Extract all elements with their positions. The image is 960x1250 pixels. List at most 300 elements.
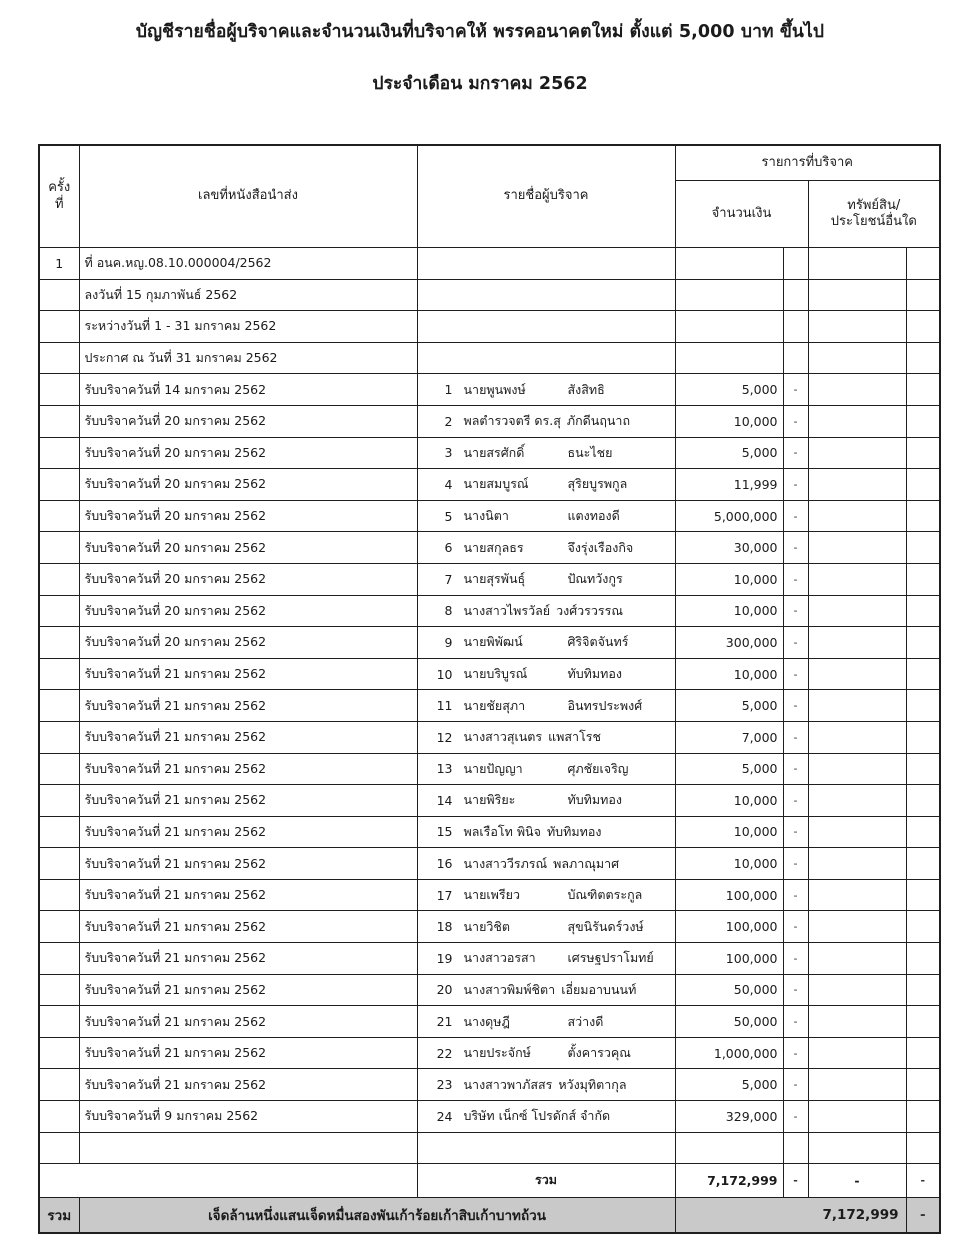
table-row (39, 469, 940, 501)
cell-round (39, 627, 79, 659)
donor-first-name: นายสกุลธร (463, 539, 524, 555)
cell-round (39, 595, 79, 627)
cell-asset-sub (906, 1006, 940, 1038)
cell-donor-name (417, 500, 675, 532)
donor-index: 10 (436, 666, 453, 682)
cell-round (39, 690, 79, 722)
cell-asset-sub (906, 911, 940, 943)
cell-asset (808, 627, 906, 659)
cell-round (39, 879, 79, 911)
donor-first-name: พลเรือโท พินิจ (463, 823, 541, 839)
cell-donation-date: รับบริจาควันที่ 21 มกราคม 2562 (79, 816, 417, 848)
table-row (39, 1006, 940, 1038)
cell-donor-name (417, 911, 675, 943)
cell-asset-sub (906, 1069, 940, 1101)
table-row (39, 848, 940, 880)
table-row-grand-total (39, 1197, 940, 1233)
donor-index: 1 (444, 382, 453, 398)
donor-first-name: นายบริบูรณ์ (463, 666, 528, 682)
cell-donor-name (417, 595, 675, 627)
cell-donation-date: รับบริจาควันที่ 20 มกราคม 2562 (79, 405, 417, 437)
th-doc-number: เลขที่หนังสือนำส่ง (79, 145, 417, 248)
cell-donation-date: รับบริจาควันที่ 20 มกราคม 2562 (79, 563, 417, 595)
cell-donor-name (417, 1006, 675, 1038)
th-assets-line1: ทรัพย์สิน/ (847, 197, 901, 213)
cell-donor-name (417, 943, 675, 975)
table-row (39, 532, 940, 564)
table-row (39, 1037, 940, 1069)
table-row (39, 974, 940, 1006)
cell-amount-sub: - (783, 500, 808, 532)
cell-asset (808, 816, 906, 848)
cell-asset-sub (906, 658, 940, 690)
donor-first-name: นายวิชิต (463, 918, 511, 934)
cell-amount-sub: - (783, 563, 808, 595)
donor-first-name: บริษัท เน็กซ์ โปรดักส์ จำกัด (463, 1108, 611, 1124)
cell-asset-sub (906, 500, 940, 532)
donor-first-name: นางสาวสุเนตร (463, 729, 543, 745)
cell-amount: 100,000 (675, 911, 783, 943)
cell-amount: 30,000 (675, 532, 783, 564)
th-donor-name: รายชื่อผู้บริจาค (417, 145, 675, 248)
cell-asset-sub (906, 753, 940, 785)
donor-index: 22 (436, 1045, 453, 1061)
cell-donation-date: รับบริจาควันที่ 20 มกราคม 2562 (79, 595, 417, 627)
cell-amount-sub: - (783, 816, 808, 848)
cell-asset (808, 563, 906, 595)
cell-donor-name (417, 1101, 675, 1133)
cell-asset-sub (906, 690, 940, 722)
donor-index: 13 (436, 761, 453, 777)
cell-donor-name (417, 532, 675, 564)
cell-amount: 100,000 (675, 943, 783, 975)
cell-amount: 100,000 (675, 879, 783, 911)
cell-asset (808, 248, 906, 280)
subtotal-amount: 7,172,999 (675, 1163, 783, 1197)
cell-amount: 10,000 (675, 595, 783, 627)
cell-amount: 10,000 (675, 563, 783, 595)
cell-asset (808, 500, 906, 532)
donor-first-name: นายสุรพันธุ์ (463, 571, 526, 587)
table-row (39, 785, 940, 817)
cell-amount: 5,000 (675, 1069, 783, 1101)
cell-round (39, 500, 79, 532)
cell-round (39, 1037, 79, 1069)
cell-amount: 5,000 (675, 753, 783, 785)
table-row (39, 374, 940, 406)
cell-round (39, 374, 79, 406)
cell-subtotal-blank (39, 1163, 417, 1197)
donor-last-name: ทับทิมทอง (567, 792, 623, 808)
cell-asset (808, 532, 906, 564)
donor-last-name: ตั้งคารวคุณ (567, 1045, 631, 1061)
table-row (39, 690, 940, 722)
donor-first-name: นางสาวพาภัสสร (463, 1076, 553, 1092)
cell-asset (808, 690, 906, 722)
cell-asset (808, 658, 906, 690)
cell-asset-sub (906, 974, 940, 1006)
cell-asset (808, 1006, 906, 1038)
cell-donor-name (417, 1069, 675, 1101)
th-amount: จำนวนเงิน (675, 181, 808, 248)
cell-doc-number: ลงวันที่ 15 กุมภาพันธ์ 2562 (79, 279, 417, 311)
cell-asset (808, 595, 906, 627)
cell-donor-name (417, 753, 675, 785)
donor-first-name: นายพิพัฒน์ (463, 634, 523, 650)
cell-amount-sub: - (783, 848, 808, 880)
cell-donor-name (417, 563, 675, 595)
cell-amount-sub: - (783, 1006, 808, 1038)
grand-total-sub: - (906, 1197, 940, 1233)
cell-amount-sub: - (783, 1069, 808, 1101)
donor-index: 20 (436, 982, 453, 998)
cell-round (39, 1006, 79, 1038)
cell-asset-sub (906, 437, 940, 469)
cell-amount: 11,999 (675, 469, 783, 501)
cell-donor-name (417, 405, 675, 437)
cell-donor-name (417, 974, 675, 1006)
cell-amount (675, 342, 783, 374)
table-row (39, 627, 940, 659)
table-row (39, 342, 940, 374)
donor-last-name: ศิริจิตจันทร์ (567, 634, 629, 650)
cell-donation-date: รับบริจาควันที่ 21 มกราคม 2562 (79, 1069, 417, 1101)
cell-donor-name (417, 785, 675, 817)
donor-last-name: พลภาณุมาศ (553, 855, 620, 871)
donor-last-name: ทับทิมทอง (567, 666, 623, 682)
cell-round (39, 974, 79, 1006)
cell-asset (808, 974, 906, 1006)
cell-doc-number: ระหว่างวันที่ 1 - 31 มกราคม 2562 (79, 311, 417, 343)
donor-first-name: นางสาวไพรวัลย์ (463, 602, 551, 618)
donor-last-name: หวังมุทิตากุล (558, 1076, 627, 1092)
cell-asset (808, 437, 906, 469)
cell-round: 1 (39, 248, 79, 280)
cell-amount: 7,000 (675, 721, 783, 753)
table-row (39, 816, 940, 848)
th-assets (808, 181, 940, 248)
donor-last-name: วงศ์วรวรรณ (556, 602, 623, 618)
cell-amount-sub: - (783, 911, 808, 943)
cell-asset-sub (906, 595, 940, 627)
cell-amount-sub: - (783, 532, 808, 564)
cell-asset (808, 848, 906, 880)
cell-donor-name (417, 279, 675, 311)
cell-amount: 10,000 (675, 816, 783, 848)
cell-donation-date: รับบริจาควันที่ 20 มกราคม 2562 (79, 532, 417, 564)
th-round: ครั้งที่ (39, 145, 79, 248)
donor-index: 2 (444, 413, 453, 429)
cell-round (39, 848, 79, 880)
cell-asset-sub (906, 848, 940, 880)
cell-asset-sub (906, 342, 940, 374)
th-donation-group: รายการที่บริจาค (675, 145, 940, 181)
cell-amount-sub: - (783, 374, 808, 406)
document-title-block (0, 0, 960, 96)
donor-last-name: อินทรประพงศ์ (567, 697, 643, 713)
donor-last-name: สุขนิรันดร์วงษ์ (567, 918, 644, 934)
cell-donation-date: รับบริจาควันที่ 21 มกราคม 2562 (79, 879, 417, 911)
cell-donor-name (417, 816, 675, 848)
donor-index: 4 (444, 476, 453, 492)
cell-amount-sub: - (783, 974, 808, 1006)
donor-index: 8 (444, 603, 453, 619)
table-row (39, 721, 940, 753)
cell-donation-date: รับบริจาควันที่ 21 มกราคม 2562 (79, 690, 417, 722)
table-row (39, 753, 940, 785)
cell-donor-name (417, 342, 675, 374)
cell-amount-sub: - (783, 437, 808, 469)
cell-asset (808, 785, 906, 817)
cell-asset (808, 1101, 906, 1133)
cell-donation-date: รับบริจาควันที่ 21 มกราคม 2562 (79, 721, 417, 753)
cell-donation-date: รับบริจาควันที่ 14 มกราคม 2562 (79, 374, 417, 406)
cell-round (39, 1132, 79, 1163)
subtotal-label: รวม (417, 1163, 675, 1197)
table-row (39, 943, 940, 975)
cell-amount-sub (783, 1132, 808, 1163)
cell-amount-sub: - (783, 595, 808, 627)
cell-donor-name (417, 1132, 675, 1163)
cell-asset (808, 311, 906, 343)
cell-donation-date: รับบริจาควันที่ 21 มกราคม 2562 (79, 974, 417, 1006)
donor-index: 12 (436, 729, 453, 745)
donor-last-name: เศรษฐปราโมทย์ (567, 950, 654, 966)
cell-donor-name (417, 658, 675, 690)
cell-amount: 10,000 (675, 405, 783, 437)
cell-asset-sub (906, 532, 940, 564)
cell-amount (675, 279, 783, 311)
cell-asset-sub (906, 469, 940, 501)
cell-amount (675, 311, 783, 343)
donor-first-name: นายชัยสุภา (463, 697, 526, 713)
cell-amount-sub: - (783, 753, 808, 785)
cell-asset (808, 943, 906, 975)
table-row (39, 1101, 940, 1133)
cell-amount-sub: - (783, 879, 808, 911)
donor-last-name: ภักดีนฤนาถ (566, 413, 631, 429)
cell-asset (808, 753, 906, 785)
cell-amount: 300,000 (675, 627, 783, 659)
cell-asset-sub (906, 721, 940, 753)
cell-round (39, 1069, 79, 1101)
donor-last-name: จึงรุ่งเรืองกิจ (567, 539, 634, 555)
donor-index: 6 (444, 540, 453, 556)
cell-amount: 5,000 (675, 437, 783, 469)
table-row (39, 879, 940, 911)
cell-asset (808, 879, 906, 911)
cell-asset-sub (906, 248, 940, 280)
cell-donation-date: รับบริจาควันที่ 21 มกราคม 2562 (79, 785, 417, 817)
table-row-blank (39, 1132, 940, 1163)
cell-asset (808, 911, 906, 943)
cell-asset (808, 342, 906, 374)
donor-last-name: ทับทิมทอง (546, 823, 602, 839)
cell-amount-sub: - (783, 405, 808, 437)
cell-round (39, 405, 79, 437)
donor-last-name: เอี่ยมอาบนนท์ (561, 981, 637, 997)
page-subtitle: ประจำเดือน มกราคม 2562 (372, 73, 588, 94)
cell-round (39, 532, 79, 564)
cell-asset-sub (906, 563, 940, 595)
cell-amount-sub (783, 279, 808, 311)
table-row (39, 437, 940, 469)
grand-total-words: เจ็ดล้านหนึ่งแสนเจ็ดหมื่นสองพันเก้าร้อยเก้าสิบเก้าบาทถ้วน (79, 1197, 675, 1233)
cell-asset-sub (906, 943, 940, 975)
cell-amount: 329,000 (675, 1101, 783, 1133)
table-row (39, 248, 940, 280)
cell-asset-sub (906, 785, 940, 817)
donor-index: 7 (444, 571, 453, 587)
cell-asset-sub (906, 1132, 940, 1163)
donor-index: 14 (436, 792, 453, 808)
cell-asset (808, 405, 906, 437)
cell-asset (808, 1132, 906, 1163)
cell-donor-name (417, 248, 675, 280)
cell-donation-date: รับบริจาควันที่ 21 มกราคม 2562 (79, 1037, 417, 1069)
donor-first-name: นางสาวอรสา (463, 950, 536, 966)
donor-last-name: แพสาโรช (548, 729, 601, 745)
donor-first-name: นายสมบูรณ์ (463, 476, 529, 492)
donor-last-name: ปัณทวังกูร (567, 571, 623, 587)
cell-amount-sub: - (783, 943, 808, 975)
subtotal-asset: - (808, 1163, 906, 1197)
table-head (39, 145, 940, 248)
cell-round (39, 563, 79, 595)
cell-amount: 5,000 (675, 690, 783, 722)
cell-amount-sub: - (783, 658, 808, 690)
table-row (39, 500, 940, 532)
donor-index: 19 (436, 950, 453, 966)
cell-round (39, 1101, 79, 1133)
table-row (39, 563, 940, 595)
donor-index: 16 (436, 856, 453, 872)
donor-first-name: นายสรศักดิ์ (463, 444, 525, 460)
cell-donor-name (417, 879, 675, 911)
donor-first-name: นายเพรียว (463, 887, 520, 903)
cell-round (39, 469, 79, 501)
cell-donor-name (417, 374, 675, 406)
cell-amount-sub (783, 342, 808, 374)
cell-donation-date: รับบริจาควันที่ 21 มกราคม 2562 (79, 943, 417, 975)
subtotal-amount-sub: - (783, 1163, 808, 1197)
cell-asset-sub (906, 405, 940, 437)
cell-asset-sub (906, 1037, 940, 1069)
grand-total-label: รวม (39, 1197, 79, 1233)
cell-round (39, 311, 79, 343)
cell-asset (808, 1037, 906, 1069)
donor-last-name: ธนะไชย (567, 444, 613, 460)
donor-last-name: บัณฑิตตระกูล (567, 887, 643, 903)
cell-donation-date: รับบริจาควันที่ 21 มกราคม 2562 (79, 753, 417, 785)
donor-first-name: นายพิริยะ (463, 792, 516, 808)
donor-last-name: แตงทองดี (567, 508, 620, 524)
donor-index: 18 (436, 919, 453, 935)
cell-round (39, 753, 79, 785)
cell-amount: 10,000 (675, 848, 783, 880)
cell-round (39, 437, 79, 469)
donor-last-name: สุริยบูรพกูล (567, 476, 628, 492)
cell-asset (808, 1069, 906, 1101)
cell-amount-sub (783, 248, 808, 280)
cell-round (39, 943, 79, 975)
cell-donation-date: รับบริจาควันที่ 9 มกราคม 2562 (79, 1101, 417, 1133)
cell-round (39, 658, 79, 690)
cell-amount-sub: - (783, 785, 808, 817)
donor-index: 15 (436, 824, 453, 840)
cell-amount: 5,000 (675, 374, 783, 406)
cell-amount: 5,000,000 (675, 500, 783, 532)
cell-donor-name (417, 1037, 675, 1069)
cell-donation-date: รับบริจาควันที่ 21 มกราคม 2562 (79, 911, 417, 943)
table-row (39, 1069, 940, 1101)
cell-amount (675, 248, 783, 280)
donor-index: 3 (444, 445, 453, 461)
cell-asset-sub (906, 311, 940, 343)
cell-round (39, 721, 79, 753)
donor-index: 23 (436, 1077, 453, 1093)
cell-donation-date: รับบริจาควันที่ 21 มกราคม 2562 (79, 848, 417, 880)
donor-first-name: พลตำรวจตรี ดร.สุ (463, 413, 561, 429)
cell-doc-number (79, 1132, 417, 1163)
donor-index: 21 (436, 1014, 453, 1030)
cell-asset-sub (906, 374, 940, 406)
cell-asset (808, 721, 906, 753)
cell-amount (675, 1132, 783, 1163)
cell-round (39, 785, 79, 817)
page-title: บัญชีรายชื่อผู้บริจาคและจำนวนเงินที่บริจาคให้ พรรคอนาคตใหม่ ตั้งแต่ 5,000 บาท ขึ้นไป (135, 22, 825, 42)
cell-amount: 10,000 (675, 658, 783, 690)
donor-first-name: นายปัญญา (463, 760, 523, 776)
cell-donation-date: รับบริจาควันที่ 21 มกราคม 2562 (79, 1006, 417, 1038)
cell-asset (808, 469, 906, 501)
cell-doc-number: ที่ อนค.หญ.08.10.000004/2562 (79, 248, 417, 280)
cell-donor-name (417, 690, 675, 722)
cell-amount: 1,000,000 (675, 1037, 783, 1069)
cell-asset-sub (906, 627, 940, 659)
cell-amount-sub: - (783, 627, 808, 659)
donor-first-name: นายพูนพงษ์ (463, 381, 526, 397)
donor-first-name: นางนิตา (463, 508, 509, 524)
cell-round (39, 279, 79, 311)
cell-round (39, 911, 79, 943)
table-row (39, 658, 940, 690)
cell-asset-sub (906, 816, 940, 848)
cell-donation-date: รับบริจาควันที่ 20 มกราคม 2562 (79, 437, 417, 469)
cell-donation-date: รับบริจาควันที่ 21 มกราคม 2562 (79, 658, 417, 690)
donor-index: 9 (444, 634, 453, 650)
donor-last-name: สังสิทธิ (567, 381, 605, 397)
table-row-subtotal (39, 1163, 940, 1197)
cell-asset (808, 279, 906, 311)
donor-first-name: นางสาววีรภรณ์ (463, 855, 548, 871)
donor-index: 24 (436, 1108, 453, 1124)
cell-asset (808, 374, 906, 406)
cell-asset-sub (906, 1101, 940, 1133)
donation-table-wrapper (38, 144, 941, 1234)
table-row (39, 595, 940, 627)
th-assets-line2: ประโยชน์อื่นใด (830, 214, 917, 229)
cell-amount-sub: - (783, 1101, 808, 1133)
cell-donor-name (417, 437, 675, 469)
donor-index: 17 (436, 887, 453, 903)
cell-donor-name (417, 469, 675, 501)
cell-amount: 50,000 (675, 974, 783, 1006)
table-body (39, 248, 940, 1233)
donor-index: 5 (444, 508, 453, 524)
cell-amount-sub: - (783, 690, 808, 722)
cell-donation-date: รับบริจาควันที่ 20 มกราคม 2562 (79, 469, 417, 501)
